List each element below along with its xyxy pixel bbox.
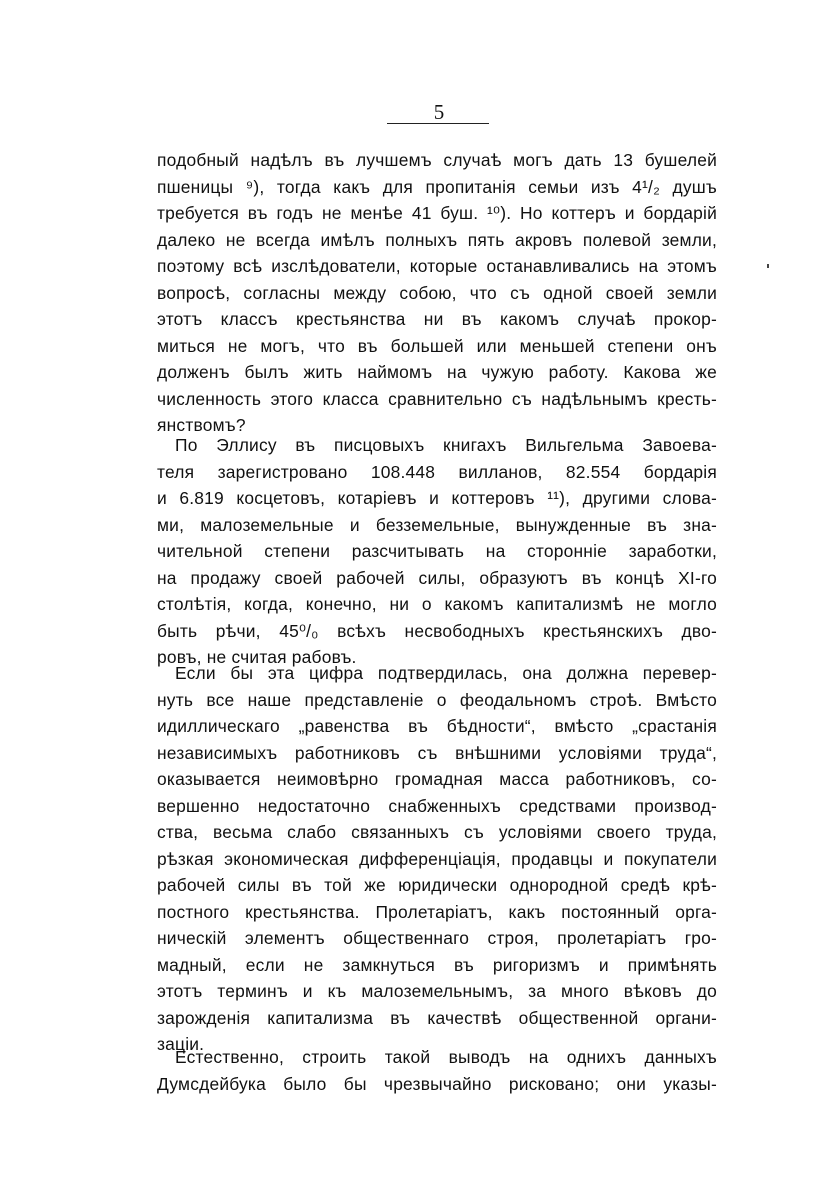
text-line: Думсдейбука было бы чрезвычайно рисковано; они указы- [157, 1073, 717, 1094]
text-line: вершенно недостаточно снабженныхъ средствами производ- [157, 795, 717, 816]
text-line: Естественно, строить такой выводъ на однихъ данныхъ [175, 1047, 717, 1067]
paragraph-1 [157, 147, 717, 439]
text-line: рабочей силы въ той же юридически однородной средѣ крѣ- [157, 875, 717, 895]
text-line: столѣтія, когда, конечно, ни о какомъ капитализмѣ не могло [157, 594, 717, 614]
text-line: янствомъ? [157, 415, 246, 435]
paragraph-4 [157, 1044, 717, 1097]
text-line: поэтому всѣ изслѣдователи, которые останавливались на этомъ [157, 256, 717, 276]
text-line: и 6.819 косцетовъ, котаріевъ и коттеровъ ¹¹), другими слова- [157, 488, 717, 508]
paragraph-2 [157, 432, 717, 671]
text-line: теля зарегистровано 108.448 вилланов, 82.554 бордарія [157, 461, 717, 482]
text-line: на продажу своей рабочей силы, образуютъ въ концѣ XI-го [157, 567, 717, 588]
text-line: далеко не всегда имѣлъ полныхъ пять акровъ полевой земли, [157, 229, 717, 250]
text-line: численность этого класса сравнительно съ надѣльнымъ кресть- [157, 388, 717, 409]
text-line: этотъ классъ крестьянства ни въ какомъ случаѣ прокор- [157, 309, 717, 329]
text-line: зарожденія капитализма въ качествѣ общественной органи- [157, 1007, 717, 1028]
margin-mark [767, 264, 769, 268]
text-line: миться не могъ, что въ большей или меньшей степени онъ [157, 335, 717, 356]
page-number: 5 [433, 100, 445, 124]
text-line: независимыхъ работниковъ съ внѣшними условіями труда“, [157, 742, 717, 763]
text-line: мадный, если не замкнуться въ ригоризмъ и примѣнять [157, 954, 717, 975]
text-line: заціи. [157, 1034, 205, 1054]
text-line: вопросѣ, согласны между собою, что съ одной своей земли [157, 282, 717, 303]
text-line: Если бы эта цифра подтвердилась, она должна перевер- [175, 663, 717, 683]
text-line: По Эллису въ писцовыхъ книгахъ Вильгельма Завоева- [175, 435, 717, 455]
text-line: этотъ терминъ и къ малоземельнымъ, за много вѣковъ до [157, 981, 717, 1001]
text-line: постного крестьянства. Пролетаріатъ, какъ постоянный орга- [157, 901, 717, 922]
text-line: нуть все наше представленіе о феодальномъ строѣ. Вмѣсто [157, 689, 717, 710]
text-line: быть рѣчи, 45⁰/₀ всѣхъ несвободныхъ крестьянскихъ дво- [157, 620, 717, 641]
text-line: ническій элементъ общественнаго строя, пролетаріатъ гро- [157, 928, 717, 948]
text-line: требуется въ годъ не менѣе 41 буш. ¹⁰). Но коттеръ и бордарій [157, 203, 717, 223]
header-rule [387, 123, 489, 124]
text-line: оказывается неимовѣрно громадная масса работниковъ, со- [157, 769, 717, 789]
paragraph-3 [157, 660, 717, 1058]
text-line: ровъ, не считая рабовъ. [157, 647, 357, 667]
text-line: долженъ былъ жить наймомъ на чужую работу. Какова же [157, 362, 717, 382]
text-line: подобный надѣлъ въ лучшемъ случаѣ могъ дать 13 бушелей [157, 150, 717, 170]
text-line: рѣзкая экономическая дифференціація, продавцы и покупатели [157, 848, 717, 869]
text-line: пшеницы ⁹), тогда какъ для пропитанія семьи изъ 4¹/₂ душъ [157, 176, 717, 197]
text-line: чительной степени разсчитывать на сторонніе заработки, [157, 541, 717, 561]
text-line: ми, малоземельные и безземельные, вынужденные въ зна- [157, 514, 717, 535]
text-line: идиллическаго „равенства въ бѣдности“, вмѣсто „срастанія [157, 716, 717, 736]
text-line: ства, весьма слабо связанныхъ съ условіями своего труда, [157, 822, 717, 842]
